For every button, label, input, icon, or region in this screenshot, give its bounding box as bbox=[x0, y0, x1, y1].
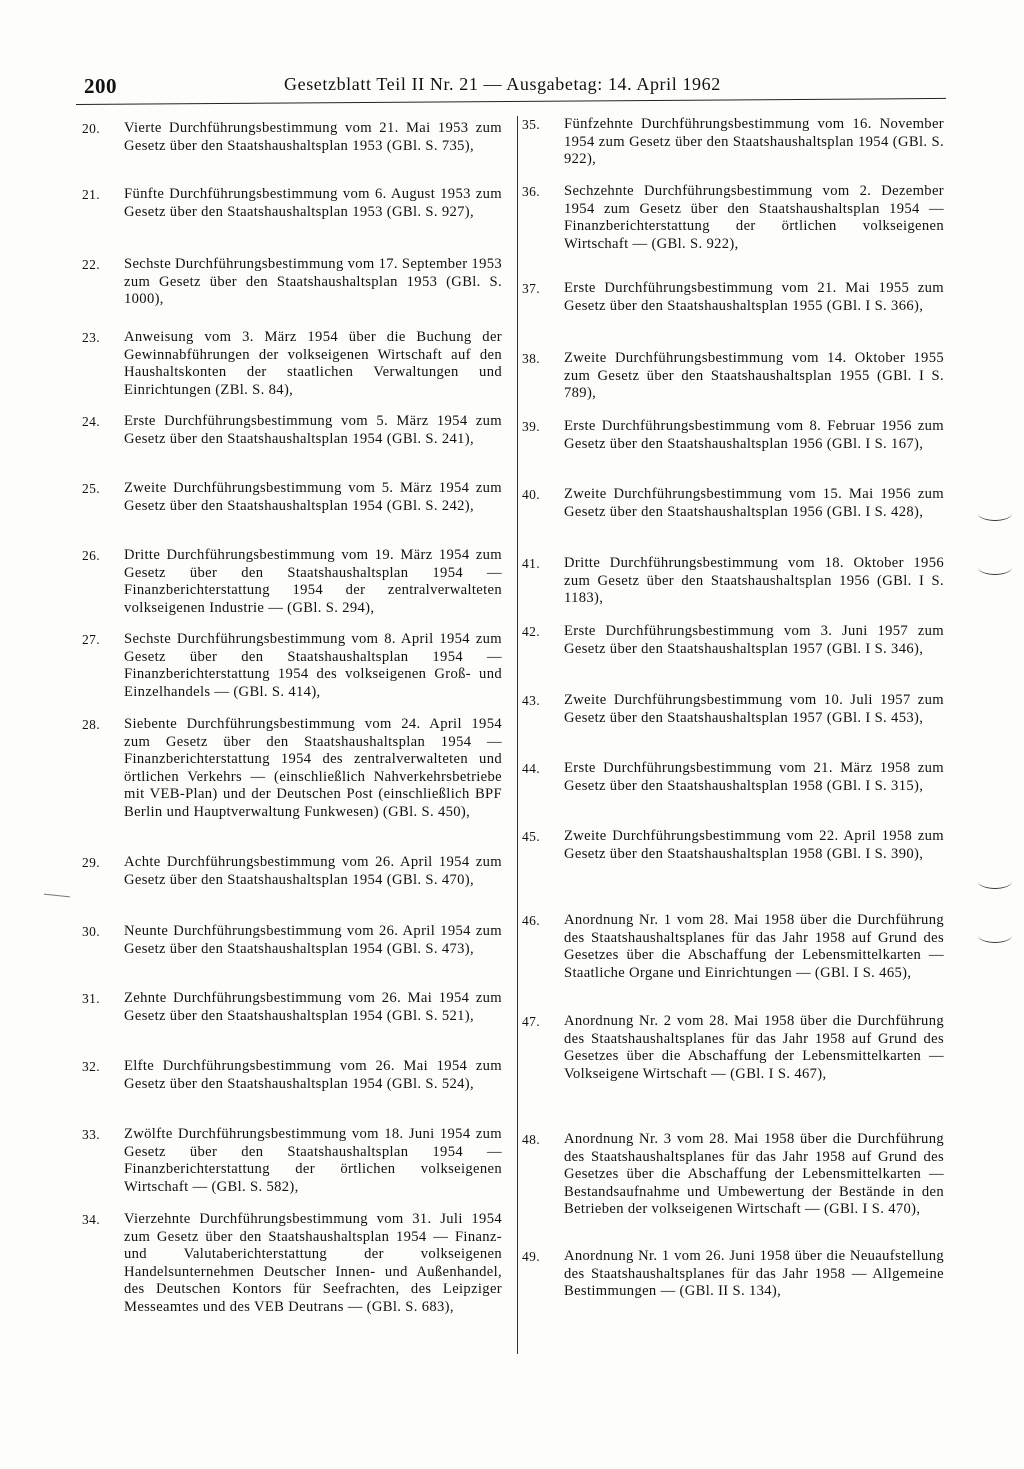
margin-tick-mark bbox=[978, 874, 1012, 889]
entry-text: Sechzehnte Durchführungsbestimmung vom 2. Dezember 1954 zum Gesetz über den Staatshaushaltsplan 1954 — Finanzberichterstattung der örtlichen volkseigenen Wirtschaft — (GBl. S. 922), bbox=[564, 183, 944, 252]
list-entry bbox=[522, 116, 944, 169]
entry-number: 34. bbox=[82, 1212, 100, 1227]
entry-text: Achte Durchführungsbestimmung vom 26. April 1954 zum Gesetz über den Staatshaushaltsplan 1954 (GBl. S. 470), bbox=[124, 854, 502, 888]
entry-number: 30. bbox=[82, 924, 100, 939]
entry-text: Sechste Durchführungsbestimmung vom 8. April 1954 zum Gesetz über den Staatshaushaltsplan 1954 — Finanzberichterstattung 1954 des volkseigenen Groß- und Einzelhandels — (GBl. S. 414), bbox=[124, 631, 502, 700]
entry-number: 25. bbox=[82, 481, 100, 496]
entry-number: 45. bbox=[522, 829, 540, 844]
list-entry bbox=[522, 623, 944, 658]
list-entry bbox=[522, 760, 944, 795]
entry-number: 44. bbox=[522, 761, 540, 776]
entry-number: 28. bbox=[82, 717, 100, 732]
entry-text: Zweite Durchführungsbestimmung vom 14. Oktober 1955 zum Gesetz über den Staatshaushaltsplan 1955 (GBl. I S. 789), bbox=[564, 350, 944, 402]
entry-text: Erste Durchführungsbestimmung vom 21. März 1958 zum Gesetz über den Staatshaushaltsplan 1958 (GBl. I S. 315), bbox=[564, 760, 944, 794]
entry-number: 41. bbox=[522, 556, 540, 571]
margin-tick-mark bbox=[978, 506, 1012, 521]
running-head: Gesetzblatt Teil II Nr. 21 — Ausgabetag: 14. April 1962 bbox=[284, 74, 721, 94]
list-entry bbox=[82, 1126, 502, 1196]
list-entry bbox=[522, 418, 944, 453]
list-entry bbox=[82, 120, 502, 155]
entry-text: Erste Durchführungsbestimmung vom 8. Februar 1956 zum Gesetz über den Staatshaushaltsplan 1956 (GBl. I S. 167), bbox=[564, 418, 944, 452]
entry-text: Zweite Durchführungsbestimmung vom 5. März 1954 zum Gesetz über den Staatshaushaltsplan 1954 (GBl. S. 242), bbox=[124, 480, 502, 514]
list-entry bbox=[82, 186, 502, 221]
entry-text: Vierte Durchführungsbestimmung vom 21. Mai 1953 zum Gesetz über den Staatshaushaltsplan 1953 (GBl. S. 735), bbox=[124, 120, 502, 154]
entry-text: Dritte Durchführungsbestimmung vom 18. Oktober 1956 zum Gesetz über den Staatshaushaltsplan 1956 (GBl. I S. 1183), bbox=[564, 555, 944, 607]
list-entry bbox=[522, 280, 944, 315]
list-entry bbox=[522, 828, 944, 863]
entry-number: 33. bbox=[82, 1127, 100, 1142]
entry-number: 24. bbox=[82, 414, 100, 429]
entry-text: Anordnung Nr. 2 vom 28. Mai 1958 über die Durchführung des Staatshaushaltsplanes für das Jahr 1958 auf Grund des Gesetzes über die Abschaffung der Lebensmittelkarten — Volkseigene Wirtschaft — (GBl. I S. 467), bbox=[564, 1013, 944, 1082]
entry-number: 32. bbox=[82, 1059, 100, 1074]
entry-number: 38. bbox=[522, 351, 540, 366]
list-entry bbox=[82, 854, 502, 889]
entry-number: 21. bbox=[82, 187, 100, 202]
list-entry bbox=[522, 1013, 944, 1083]
entry-text: Zweite Durchführungsbestimmung vom 15. Mai 1956 zum Gesetz über den Staatshaushaltsplan 1956 (GBl. I S. 428), bbox=[564, 486, 944, 520]
entry-number: 49. bbox=[522, 1249, 540, 1264]
list-entry bbox=[82, 413, 502, 448]
entry-text: Siebente Durchführungsbestimmung vom 24. April 1954 zum Gesetz über den Staatshaushaltsplan 1954 — Finanzberichterstattung 1954 des zentralverwalteten und örtlichen Verkehrs — (einschließlich Nahverkehrsbetriebe mit VEB-Plan) und der Deutschen Post (einschließlich BPF Berlin und Hauptverwaltung Funkwesen) (GBl. S. 450), bbox=[124, 716, 502, 820]
list-entry bbox=[82, 480, 502, 515]
entry-text: Sechste Durchführungsbestimmung vom 17. September 1953 zum Gesetz über den Staatshaushaltsplan 1953 (GBl. S. 1000), bbox=[124, 256, 503, 308]
list-entry bbox=[82, 1058, 502, 1093]
entry-number: 46. bbox=[522, 913, 540, 928]
entry-number: 47. bbox=[522, 1014, 540, 1029]
list-entry bbox=[522, 1131, 944, 1219]
list-entry bbox=[82, 716, 502, 822]
entry-number: 23. bbox=[82, 330, 100, 345]
entry-text: Elfte Durchführungsbestimmung vom 26. Mai 1954 zum Gesetz über den Staatshaushaltsplan 1954 (GBl. S. 524), bbox=[124, 1058, 502, 1092]
list-entry bbox=[82, 329, 502, 399]
entry-text: Fünfte Durchführungsbestimmung vom 6. August 1953 zum Gesetz über den Staatshaushaltsplan 1953 (GBl. S. 927), bbox=[124, 186, 502, 220]
list-entry bbox=[82, 923, 502, 958]
entry-number: 36. bbox=[522, 184, 540, 199]
entry-number: 20. bbox=[82, 121, 100, 136]
entry-text: Zweite Durchführungsbestimmung vom 22. April 1958 zum Gesetz über den Staatshaushaltsplan 1958 (GBl. I S. 390), bbox=[564, 828, 944, 862]
entry-text: Vierzehnte Durchführungsbestimmung vom 31. Juli 1954 zum Gesetz über den Staatshaushaltsplan 1954 — Finanz- und Valutaberichterstattung der volkseigenen Handelsunternehmen Deutscher Innen- und Außenhandel, des Deutschen Kontors für Seefrachten, des Leipziger Messeamtes und des VEB Deutrans — (GBl. S. 683), bbox=[124, 1211, 502, 1315]
entry-text: Fünfzehnte Durchführungsbestimmung vom 16. November 1954 zum Gesetz über den Staatshaushaltsplan 1954 (GBl. S. 922), bbox=[564, 116, 944, 168]
entry-text: Anweisung vom 3. März 1954 über die Buchung der Gewinnabführungen der volkseigenen Wirtschaft auf den Haushaltskonten der staatlichen Verwaltungen und Einrichtungen (ZBl. S. 84), bbox=[124, 329, 502, 398]
list-entry bbox=[522, 555, 944, 608]
entry-number: 26. bbox=[82, 548, 100, 563]
list-entry bbox=[82, 256, 502, 309]
entry-text: Erste Durchführungsbestimmung vom 5. März 1954 zum Gesetz über den Staatshaushaltsplan 1954 (GBl. S. 241), bbox=[124, 413, 502, 447]
list-entry bbox=[82, 547, 502, 617]
entry-text: Anordnung Nr. 3 vom 28. Mai 1958 über die Durchführung des Staatshaushaltsplanes für das Jahr 1958 auf Grund des Gesetzes über die Abschaffung der Lebensmittelkarten — Bestandsaufnahme und Umbewertung der Bestände in den Betrieben der volkseigenen Wirtschaft — (GBl. I S. 470), bbox=[564, 1131, 944, 1218]
margin-tick-mark bbox=[978, 928, 1012, 943]
page-number: 200 bbox=[84, 74, 117, 98]
entry-text: Zweite Durchführungsbestimmung vom 10. Juli 1957 zum Gesetz über den Staatshaushaltsplan 1957 (GBl. I S. 453), bbox=[564, 692, 944, 726]
list-entry bbox=[82, 990, 502, 1025]
entry-text: Erste Durchführungsbestimmung vom 3. Juni 1957 zum Gesetz über den Staatshaushaltsplan 1957 (GBl. I S. 346), bbox=[564, 623, 944, 657]
entry-text: Dritte Durchführungsbestimmung vom 19. März 1954 zum Gesetz über den Staatshaushaltsplan 1954 — Finanzberichterstattung 1954 der zentralverwalteten volkseigenen Industrie — (GBl. S. 294), bbox=[124, 547, 502, 616]
entry-number: 39. bbox=[522, 419, 540, 434]
scan-artifact-mark bbox=[44, 894, 70, 898]
entry-text: Zwölfte Durchführungsbestimmung vom 18. Juni 1954 zum Gesetz über den Staatshaushaltsplan 1954 — Finanzberichterstattung der örtlichen volkseigenen Wirtschaft — (GBl. S. 582), bbox=[124, 1126, 502, 1195]
entry-number: 35. bbox=[522, 117, 540, 132]
list-entry bbox=[522, 692, 944, 727]
entry-text: Neunte Durchführungsbestimmung vom 26. April 1954 zum Gesetz über den Staatshaushaltsplan 1954 (GBl. S. 473), bbox=[124, 923, 502, 957]
entry-number: 27. bbox=[82, 632, 100, 647]
entry-number: 40. bbox=[522, 487, 540, 502]
margin-tick-mark bbox=[978, 560, 1012, 575]
entry-number: 29. bbox=[82, 855, 100, 870]
entry-number: 31. bbox=[82, 991, 100, 1006]
entry-number: 48. bbox=[522, 1132, 540, 1147]
entry-text: Zehnte Durchführungsbestimmung vom 26. Mai 1954 zum Gesetz über den Staatshaushaltsplan 1954 (GBl. S. 521), bbox=[124, 990, 502, 1024]
entry-text: Anordnung Nr. 1 vom 28. Mai 1958 über die Durchführung des Staatshaushaltsplanes für das Jahr 1958 auf Grund des Gesetzes über die Abschaffung der Lebensmittelkarten — Staatliche Organe und Einrichtungen — (GBl. I S. 465), bbox=[564, 912, 944, 981]
list-entry bbox=[522, 486, 944, 521]
list-entry bbox=[522, 912, 944, 982]
list-entry bbox=[522, 350, 944, 403]
entry-text: Anordnung Nr. 1 vom 26. Juni 1958 über die Neuaufstellung des Staatshaushaltsplanes für das Jahr 1958 — Allgemeine Bestimmungen — (GBl. II S. 134), bbox=[564, 1248, 944, 1300]
entry-number: 22. bbox=[82, 257, 100, 272]
list-entry bbox=[522, 1248, 944, 1301]
list-entry bbox=[82, 1211, 502, 1317]
entry-number: 43. bbox=[522, 693, 540, 708]
column-divider bbox=[517, 116, 518, 1354]
entry-number: 42. bbox=[522, 624, 540, 639]
entry-number: 37. bbox=[522, 281, 540, 296]
list-entry bbox=[522, 183, 944, 253]
entry-text: Erste Durchführungsbestimmung vom 21. Mai 1955 zum Gesetz über den Staatshaushaltsplan 1955 (GBl. I S. 366), bbox=[564, 280, 944, 314]
list-entry bbox=[82, 631, 502, 701]
